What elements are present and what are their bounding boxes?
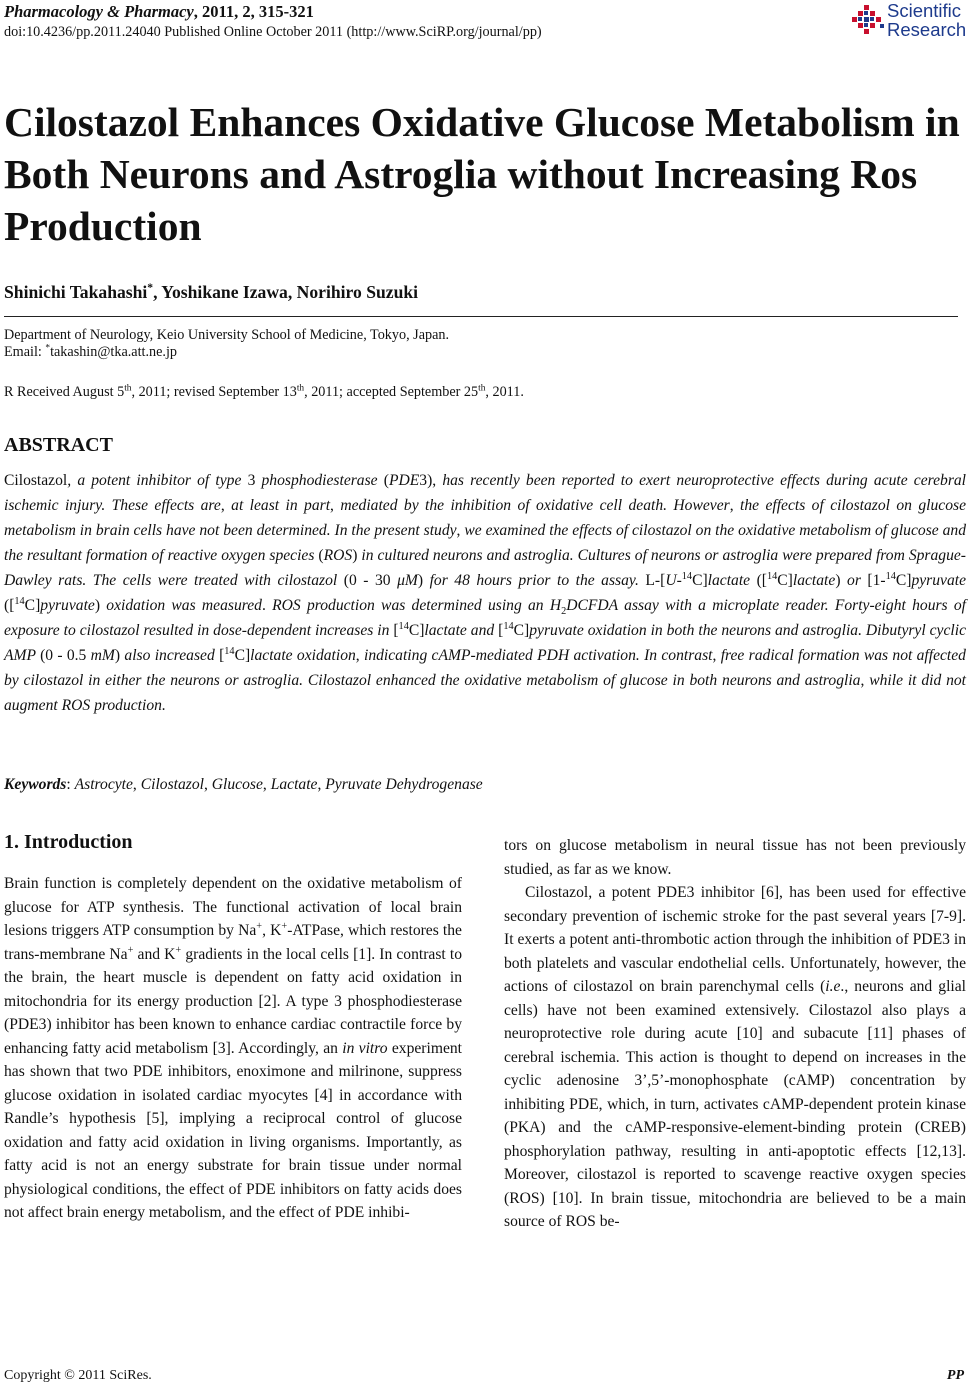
ordinal-suffix: th: [296, 383, 305, 394]
publisher-logo-icon: [850, 4, 886, 38]
email-line: [4, 344, 177, 361]
date-text: , 2011; accepted September 25: [304, 384, 479, 400]
date-text: R Received August 5: [4, 384, 125, 400]
publisher-logo-text: Scientific Research: [887, 0, 967, 40]
journal-abbrev: PP: [946, 1368, 964, 1383]
keyword: Lactate: [270, 776, 318, 793]
journal-citation: [4, 2, 314, 22]
paragraph: tors on glucose metabolism in neural tissue has not been previously studied, as far as we know.: [504, 837, 966, 878]
email-label: Email:: [4, 344, 46, 360]
keyword: Astrocyte: [74, 776, 133, 793]
affiliation: Department of Neurology, Keio University School of Medicine, Tokyo, Japan.: [4, 327, 450, 343]
email-address[interactable]: takashin@tka.att.ne.jp: [50, 344, 177, 360]
author-name: Shinichi Takahashi: [4, 282, 148, 302]
email-mark: *: [45, 343, 51, 354]
keywords-line: Keywords: Astrocyte, Cilostazol, Glucose, Lactate, Pyruvate Dehydrogenase: [4, 776, 483, 793]
abstract-body: Cilostazol, a potent inhibitor of type 3 phosphodiesterase (PDE3), has recently been reported to exert neuroprotective effects during acute cerebral ischemic injury. These effects are, at least in part, mediated by the inhibition of oxidative cell death. However, the effects of cilostazol on glucose metabolism in brain cells have not been determined. In the present study, we examined the effects of cilostazol on the oxidative metabolism of glucose and the resultant formation of reactive oxygen species (ROS) in cultured neurons and astroglia. Cultures of neurons or astroglia were prepared from Sprague-Dawley rats. The cells were treated with cilostazol (0 - 30 μM) for 48 hours prior to the assay. L-[U-$^{14}$C]lactate ([$^{14}$C]lactate) or [1-$^{14}$C]pyruvate ([$^{14}$C]pyruvate) oxidation was measured. ROS production was determined using an $H_2DCFDA$ assay with a microplate reader. Forty-eight hours of exposure to cilostazol resulted in dose-dependent increases in [$^{14}$C]lactate and [$^{14}$C]pyruvate oxidation in both the neurons and astroglia. Dibutyryl cyclic AMP (0 - 0.5 mM) also increased [$^{14}$C]lactate oxidation, indicating cAMP-mediated PDH activation. In contrast, free radical formation was not affected by cilostazol in either the neurons or astroglia. Cilostazol enhanced the oxidative metabolism of glucose in both neurons and astroglia, while it did not augment ROS production.: [4, 472, 967, 714]
copyright-notice: Copyright © 2011 SciRes.: [4, 1368, 152, 1383]
introduction-column-left: Brain function is completely dependent on the oxidative metabolism of glucose for ATP synthesis. The functional activation of local brain lesions triggers ATP consumption by Na+, K+-ATPase, which restores the trans-membrane Na+ and K+ gradients in the local cells [1]. In contrast to the brain, the heart muscle is dependent on fatty acid oxidation in mitochondria for its energy production [2]. A type 3 phosphodiesterase (PDE3) inhibitor has been known to enhance cardiac contractile force by enhancing fatty acid metabolism [3]. Accordingly, an in vitro experiment has shown that two PDE inhibitors, enoximone and milrinone, suppress glucose oxidation in isolated cardiac myocytes [4] in accordance with Randle’s hypothesis [5], implying a reciprocal control of glucose oxidation and fatty acid oxidation in living organisms. Importantly, as fatty acid is not an energy substrate for brain tissue under normal physiological conditions, the effect of PDE inhibitors on fatty acids does not affect brain energy metabolism, and the effect of PDE inhibi-: [4, 875, 463, 1221]
header-divider: [4, 316, 958, 317]
ordinal-suffix: th: [124, 383, 132, 394]
doi-line: doi:10.4236/pp.2011.24040 Published Online October 2011 (http://www.SciRP.org/journal/pp): [4, 24, 542, 40]
keyword: Pyruvate Dehydrogenase: [325, 776, 483, 793]
received-dates: [4, 384, 524, 401]
keyword: Cilostazol: [140, 776, 204, 793]
publisher-logo: [850, 2, 968, 42]
abstract-heading: ABSTRACT: [4, 434, 113, 456]
keywords-label: Keywords: [4, 776, 67, 793]
section-heading-introduction: 1. Introduction: [4, 831, 133, 853]
author-list: [4, 282, 418, 303]
ordinal-suffix: th: [478, 383, 486, 394]
date-text: , 2011; revised September 13: [131, 384, 297, 400]
corresponding-mark: *: [147, 281, 154, 295]
introduction-column-right: [504, 834, 966, 1234]
keyword: Glucose: [211, 776, 263, 793]
paragraph: Cilostazol, a potent PDE3 inhibitor [6], has been used for effective secondary prevention of ischemic stroke for the past several years [7-9]. It exerts a potent anti-thrombotic action through the inhibition of PDE3 in both platelets and vascular endothelial cells. Unfortunately, however, the actions of cilostazol on brain parenchymal cells (i.e., neurons and glial cells) have not been examined extensively. Cilostazol also plays a neuroprotective role during acute [10] and subacute [11] phases of cerebral ischemia. This action is thought to depend on increases in the cyclic adenosine 3’,5’-monophosphate (cAMP) concentration by inhibiting PDE, which, in turn, activates cAMP-dependent protein kinase (PKA) and the cAMP-responsive-element-binding protein (CREB) phosphorylation pathway, resulting in anti-apoptotic effects [12,13]. Moreover, cilostazol is reported to scavenge reactive oxygen species (ROS) [10]. In brain tissue, mitochondria are believed to be a main source of ROS be-: [504, 884, 966, 1230]
article-title: Cilostazol Enhances Oxidative Glucose Metabolism in Both Neurons and Astroglia without Increasing Ros Production: [4, 99, 960, 249]
journal-volume: , 2011, 2, 315-321: [193, 2, 314, 21]
date-text: , 2011.: [485, 384, 524, 400]
journal-name: Pharmacology & Pharmacy: [4, 2, 194, 21]
coauthor-names: , Yoshikane Izawa, Norihiro Suzuki: [153, 282, 419, 302]
